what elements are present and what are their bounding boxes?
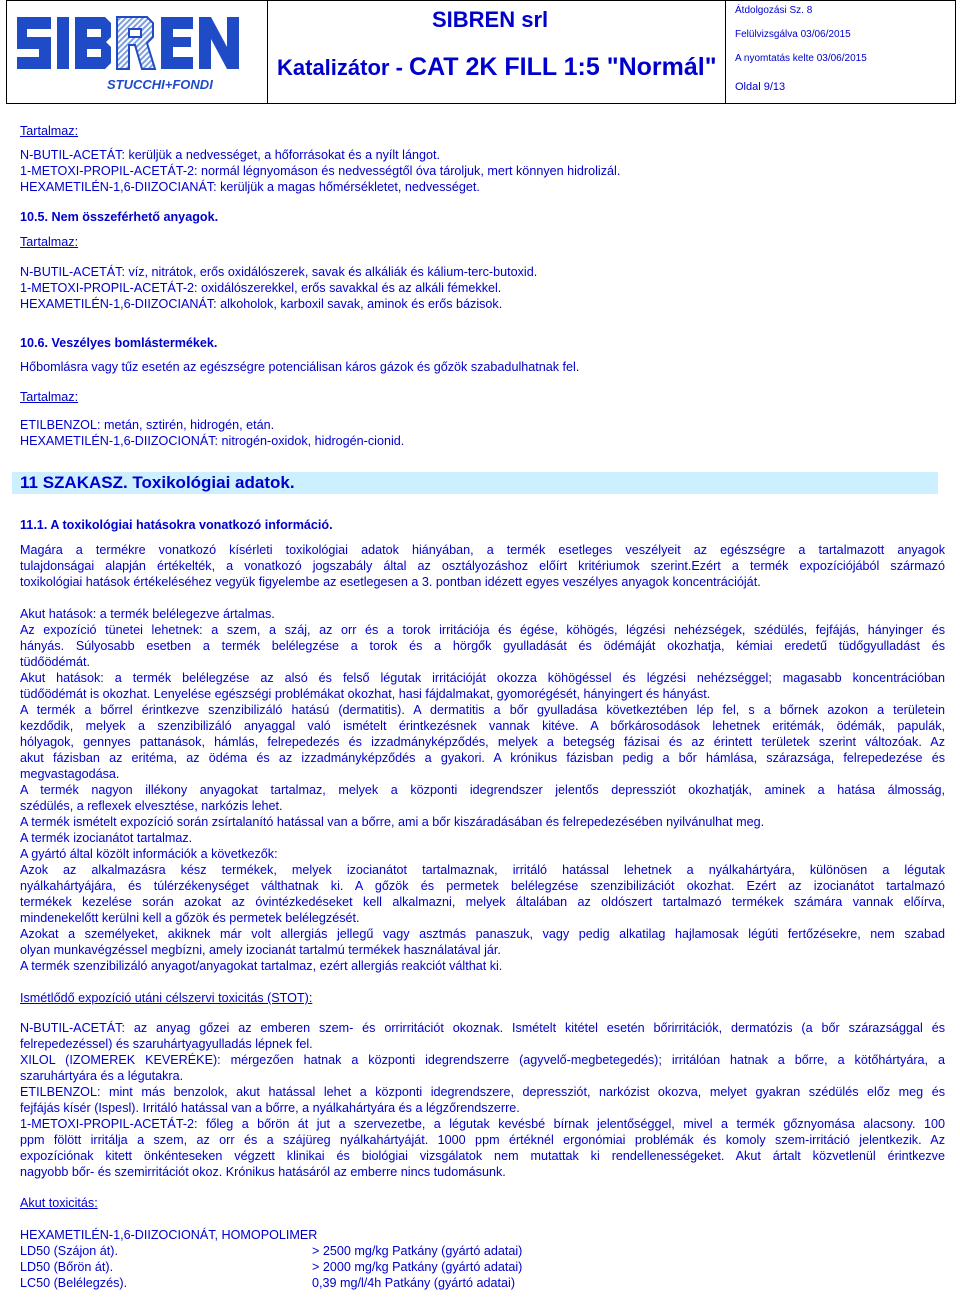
section-heading: 10.6. Veszélyes bomlástermékek. [20, 336, 218, 350]
section-title: 11 SZAKASZ. Toxikológiai adatok. [20, 473, 295, 492]
company-name: SIBREN srl [432, 7, 549, 32]
paragraph-line: tüdőödémát is okozhat. Lenyelése egészségi problémákat okozhat, hasi fájdalmakat, gyomorégését, hányingert és hányást. [20, 687, 711, 701]
subsection-heading: 11.1. A toxikológiai hatásokra vonatkozó információ. [20, 518, 333, 532]
text-line: Hőbomlásra vagy tűz esetén az egészségre potenciálisan káros gázok és gőzök szabadulhatnak fel. [20, 360, 580, 374]
print-date: A nyomtatás kelte 03/06/2015 [735, 53, 867, 64]
paragraph-line: A termék szenzibilizáló anyagot/anyagokat tartalmaz, ezért allergiás reakciót válthat ki. [20, 959, 503, 973]
paragraph-line: nagyobb bőr- és szemirritációt okoz. Krónikus hatásáról az emberre nincs tudomásunk. [20, 1165, 506, 1179]
text-line: ETILBENZOL: metán, sztirén, hidrogén, etán. [20, 418, 275, 432]
text-line: N-BUTIL-ACETÁT: kerüljük a nedvességet, a hőforrásokat és a nyílt lángot. [20, 148, 440, 162]
paragraph-line: expozíciónak kitett önkénteseken végzett klinikai és biológiai vizsgálatok nem mutattak ki rendellenességeket. Akut ártalt közvetlenül érintkezve [20, 1149, 945, 1163]
contains-label: Tartalmaz: [20, 235, 79, 249]
paragraph-line: A termék izocianátot tartalmaz. [20, 831, 193, 845]
paragraph-line: fejfájás kísér (Ispesl). Irritáló hatással van a bőrre, a nyálkahártyára és a légzőrendszerre. [20, 1101, 520, 1115]
paragraph-line: A gyártó által közölt információk a következők: [20, 847, 278, 861]
paragraph-line: 1-METOXI-PROPIL-ACETÁT-2: főleg a bőrön át jut a szervezetbe, a légutak kevésbé bírnak jelentőséggel, mivel a termék gőznyomása alacsony. 100 [20, 1117, 945, 1131]
paragraph-line: tüdőödémát. [20, 655, 91, 669]
paragraph-line: mindenekelőtt kerülni kell a gőzök és permetek belélegzését. [20, 911, 360, 925]
paragraph-line: ppm fölött irritálja a szem, az orr és a szájüreg nyálkahártyáját. 1000 ppm értéknél ergonómiai problémák és komoly szem-irritáció jelentkezik. Az [20, 1133, 945, 1147]
paragraph-line: kezdődik, melyek a szenzibilizáló anyaggal való ismételt érintkezésnek vannak kitéve. A bőrkárosodások lehetnek eritémák, ödémák, papulák, [20, 719, 945, 733]
paragraph-line: hólyagok, gennyes pattanások, hámlás, felrepedezés és izzadmányképződés, melyek a betegség fázisai és az érintett területek szerint változóak. Az [20, 735, 945, 749]
header-divider [725, 1, 726, 103]
paragraph-line: ETILBENZOL: mint más benzolok, akut hatással lehet a központi idegrendszere, depressziót, narkózist okozva, melyet gyakran szédülés előz meg és [20, 1085, 945, 1099]
paragraph-line: felrepedezéssel) és szaruhártyagyulladás lépnek fel. [20, 1037, 313, 1051]
paragraph-line: nyálkahártyájára, és túlérzékenységet válthatnak ki. A gőzök és permetek belélegzése szenzibilizációt okozhat. Ezért az izocianátot tartalmazó [20, 879, 945, 893]
paragraph-line: N-BUTIL-ACETÁT: az anyag gőzei az emberen szem- és orrirritációt okoznak. Ismételt kitétel esetén bőrirritációk, dermatózis (a bőr szárazsággal és [20, 1021, 945, 1035]
paragraph-line: szaruhártyára és a légutakra. [20, 1069, 184, 1083]
page-number: Oldal 9/13 [735, 81, 786, 93]
svg-text:STUCCHI+FONDI: STUCCHI+FONDI [107, 77, 213, 92]
acute-substance: HEXAMETILÉN-1,6-DIIZOCIONÁT, HOMOPOLIMER [20, 1228, 318, 1242]
paragraph-line: A termék ismételt expozíció során zsírtalanító hatással van a bőrre, ami a bőr kiszáradásában és felrepedezésében nyilvánulhat meg. [20, 815, 765, 829]
paragraph-line: akut fázisban az eritéma, az ödéma és az izzadmányképződés a gyakori. A krónikus fázisban pedig a bőr hámlása, szárazsága, felrepedezése és [20, 751, 945, 765]
paragraph-line: megvastagodása. [20, 767, 120, 781]
review-date: Felülvizsgálva 03/06/2015 [735, 29, 851, 40]
acute-row-route: LD50 (Szájon át). [20, 1244, 119, 1258]
paragraph-line: Akut hatások: a termék belélegezve ártalmas. [20, 607, 275, 621]
paragraph-line: termékek kezelése során azokat az óvintézkedéseket kell alkalmazni, melyek általában az oldószert tartalmazó termékek számára vannak előírva, [20, 895, 945, 909]
text-line: 1-METOXI-PROPIL-ACETÁT-2: oxidálószerekkel, erős savakkal és az alkáli fémekkel. [20, 281, 502, 295]
text-line: 1-METOXI-PROPIL-ACETÁT-2: normál légnyomáson és nedvességtől óva tároljuk, mert könnyen hidrolizál. [20, 164, 621, 178]
section-heading: 10.5. Nem összeférhető anyagok. [20, 210, 219, 224]
paragraph-line: Az expozíció tünetei lehetnek: a szem, a száj, az orr és a torok irritációja és égése, köhögés, légzési nehézségek, szédülés, fejfájás, hányinger és [20, 623, 945, 637]
paragraph-line: Akut hatások: a termék belélegzése az alsó és felső légutak irritációját okozza köhögéssel és légzési nehézséggel; magasabb koncentrációban [20, 671, 945, 685]
paragraph-line: Magára a termékre vonatkozó kísérleti toxikológiai adatok hiányában, a termék esetleges veszélyeit az egészségre a tartalmazott anyagok [20, 543, 945, 557]
acute-row-value: > 2500 mg/kg Patkány (gyártó adatai) [312, 1244, 523, 1258]
contains-label: Tartalmaz: [20, 390, 79, 404]
acute-row-route: LD50 (Bőrön át). [20, 1260, 114, 1274]
text-line: HEXAMETILÉN-1,6-DIIZOCIANÁT: kerüljük a magas hőmérsékletet, nedvességet. [20, 180, 480, 194]
header-divider [267, 1, 268, 103]
acute-row-value: > 2000 mg/kg Patkány (gyártó adatai) [312, 1260, 523, 1274]
revision-number: Átdolgozási Sz. 8 [735, 5, 813, 16]
document-title: Katalizátor - CAT 2K FILL 1:5 "Normál" [277, 53, 717, 81]
paragraph-line: Azokat a személyeket, akiknek már volt allergiás jellegű vagy asztmás panaszuk, vagy pedig alkatilag hajlamosak légúti fertőzésekre, nem szabad [20, 927, 945, 941]
company-logo [11, 7, 243, 99]
acute-row-route: LC50 (Belélegzés). [20, 1276, 128, 1290]
text-line: N-BUTIL-ACETÁT: víz, nitrátok, erős oxidálószerek, savak és alkáliák és kálium-terc-butoxid. [20, 265, 538, 279]
paragraph-line: A termék a bőrrel érintkezve szenzibilizáló hatású (dermatitis). A dermatitis a bőr gyulladása következtében lép fel, s a bőrnek azokon a területein [20, 703, 945, 717]
paragraph-line: szédülés, a reflexek elvesztése, narkózis lehet. [20, 799, 283, 813]
paragraph-line: toxikológiai hatások értékeléséhez vegyük figyelembe az esetlegesen a 3. pontban idézett egyes veszélyes anyagok koncentrációját. [20, 575, 761, 589]
paragraph-line: olyan munkavégzéssel megbízni, amely izocianát tartalmú termékek használatával jár. [20, 943, 501, 957]
acute-row-value: 0,39 mg/l/4h Patkány (gyártó adatai) [312, 1276, 516, 1290]
paragraph-line: tulajdonságai alapján értékelték, a vonatkozó jogszabály által az osztályozáshoz előírt kritériumok szerint.Ezért a termék expozíciójából származó [20, 559, 945, 573]
paragraph-line: A termék nagyon illékony anyagokat tartalmaz, melyek a központi idegrendszer jelentős depressziót okozhatják, aminek a hatása álmosság, [20, 783, 945, 797]
paragraph-line: XILOL (IZOMEREK KEVERÉKE): mérgezően hatnak a központi idegrendszerre (agyvelő-megbetegedés); irritálóan hatnak a bőrre, a kötőhártyára, a [20, 1053, 945, 1067]
stot-heading: Ismétlődő expozíció utáni célszervi toxicitás (STOT): [20, 991, 313, 1005]
text-line: HEXAMETILÉN-1,6-DIIZOCIANÁT: alkoholok, karboxil savak, aminok és erős bázisok. [20, 297, 503, 311]
contains-label: Tartalmaz: [20, 124, 79, 138]
paragraph-line: hányás. Súlyosabb esetben a termék belélegzése a torok és a hörgők gyulladását és ödémáját okozhatja, kémiai eredetű tüdőgyulladást és [20, 639, 945, 653]
document-header [6, 0, 956, 104]
paragraph-line: Azok az alkalmazásra kész termékek, melyek izocianátot tartalmaznak, irritáló hatással lehetnek a nyálkahártyára, különösen a légutak [20, 863, 945, 877]
text-line: HEXAMETILÉN-1,6-DIIZOCIONÁT: nitrogén-oxidok, hidrogén-cionid. [20, 434, 405, 448]
section-11-bar [12, 472, 938, 494]
acute-toxicity-heading: Akut toxicitás: [20, 1196, 98, 1210]
